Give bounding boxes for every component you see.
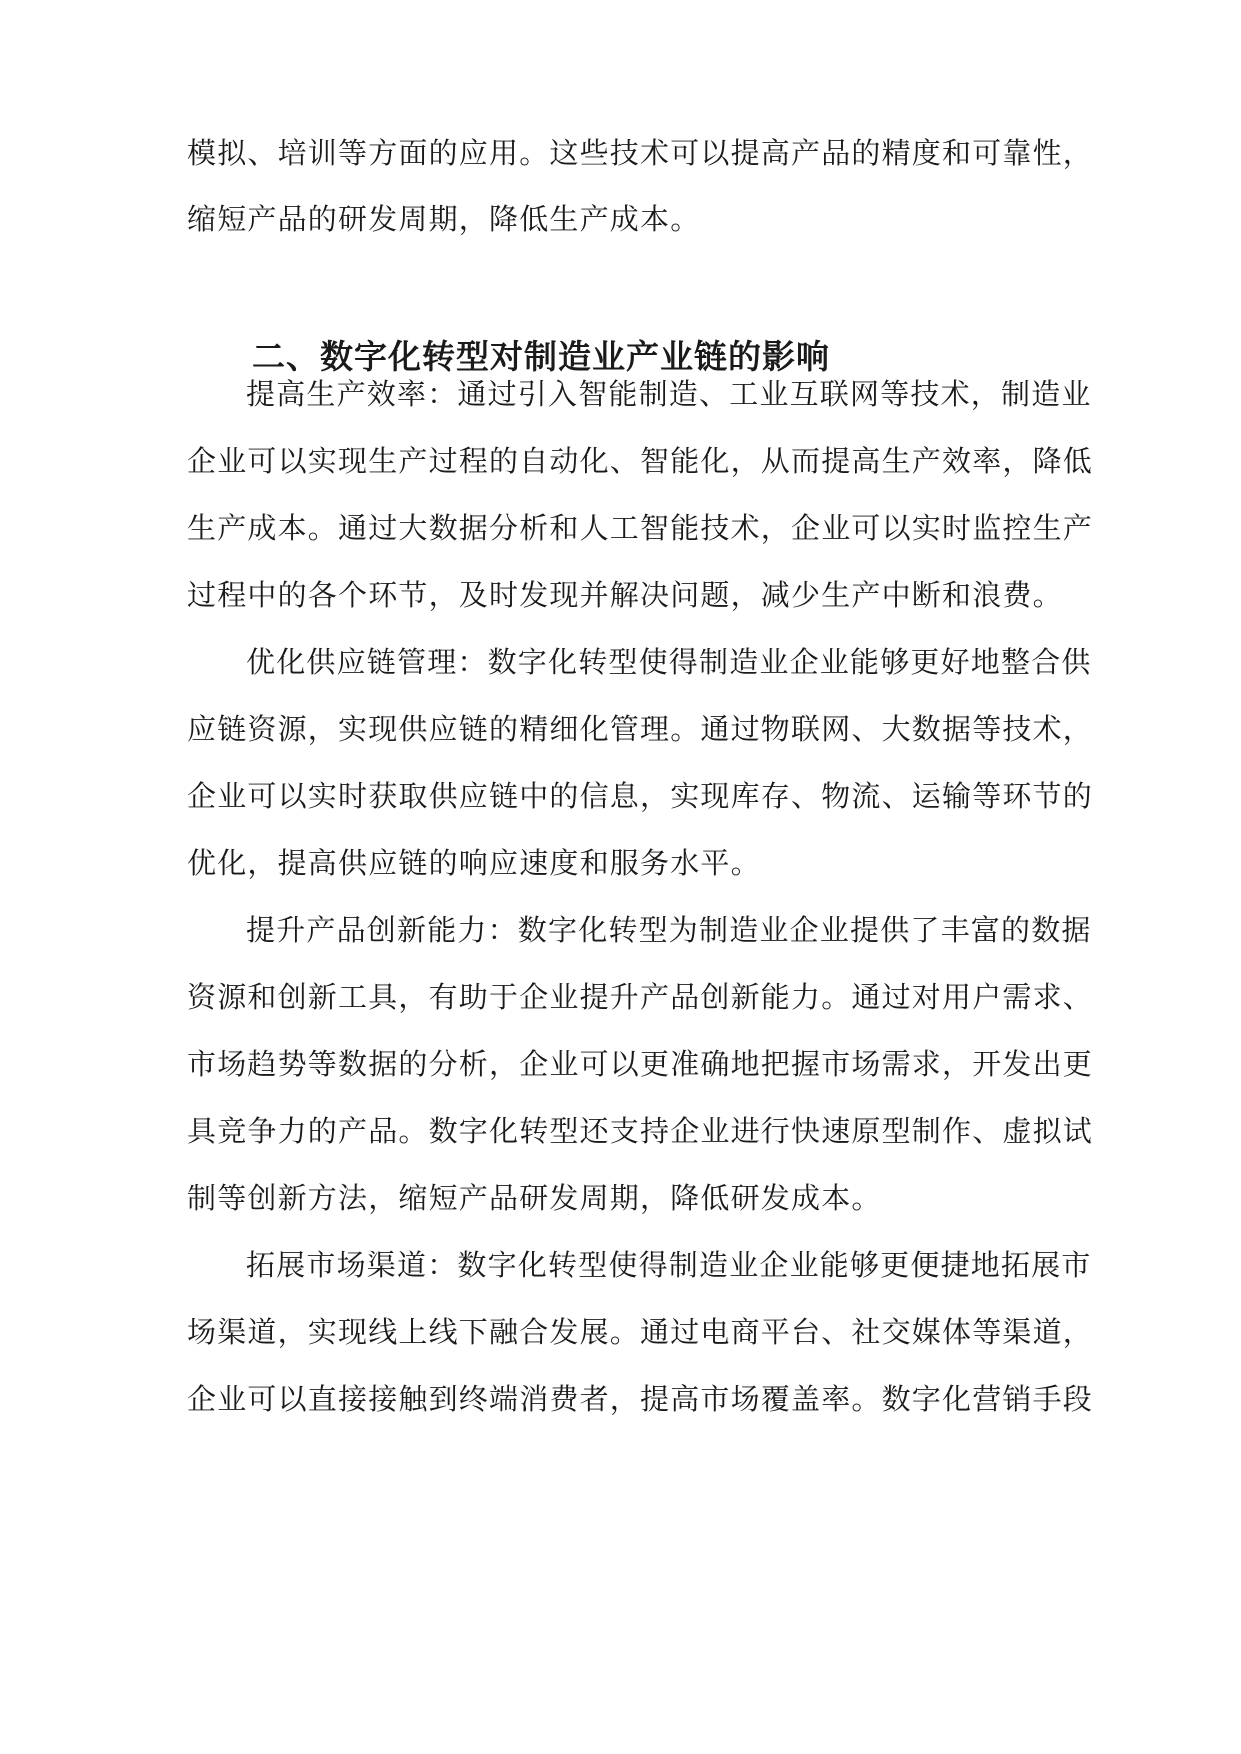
body-text-line: 场渠道，实现线上线下融合发展。通过电商平台、社交媒体等渠道， — [187, 1315, 1094, 1349]
paragraph-first-line: 优化供应链管理：数字化转型使得制造业企业能够更好地整合供 — [246, 645, 1092, 679]
paragraph-first-line: 提高生产效率：通过引入智能制造、工业互联网等技术，制造业 — [246, 377, 1092, 411]
body-text-line: 企业可以直接接触到终端消费者，提高市场覆盖率。数字化营销手段 — [187, 1382, 1094, 1416]
body-text-line: 市场趋势等数据的分析，企业可以更准确地把握市场需求，开发出更 — [187, 1047, 1094, 1081]
paragraph-first-line: 拓展市场渠道：数字化转型使得制造业企业能够更便捷地拓展市 — [246, 1248, 1092, 1282]
body-text-line: 资源和创新工具，有助于企业提升产品创新能力。通过对用户需求、 — [187, 980, 1094, 1014]
body-text-line: 生产成本。通过大数据分析和人工智能技术，企业可以实时监控生产 — [187, 511, 1094, 545]
body-text-line: 企业可以实时获取供应链中的信息，实现库存、物流、运输等环节的 — [187, 779, 1094, 813]
paragraph-first-line: 提升产品创新能力：数字化转型为制造业企业提供了丰富的数据 — [246, 913, 1092, 947]
body-text-line: 模拟、培训等方面的应用。这些技术可以提高产品的精度和可靠性， — [187, 136, 1094, 170]
body-text-line: 缩短产品的研发周期，降低生产成本。 — [187, 202, 701, 236]
body-text-line: 过程中的各个环节，及时发现并解决问题，减少生产中断和浪费。 — [187, 578, 1063, 612]
section-heading: 二、数字化转型对制造业产业链的影响 — [252, 337, 830, 376]
body-text-line: 具竞争力的产品。数字化转型还支持企业进行快速原型制作、虚拟试 — [187, 1114, 1094, 1148]
body-text-line: 应链资源，实现供应链的精细化管理。通过物联网、大数据等技术， — [187, 712, 1094, 746]
body-text-line: 优化，提高供应链的响应速度和服务水平。 — [187, 846, 761, 880]
body-text-line: 企业可以实现生产过程的自动化、智能化，从而提高生产效率，降低 — [187, 444, 1094, 478]
body-text-line: 制等创新方法，缩短产品研发周期，降低研发成本。 — [187, 1181, 882, 1215]
